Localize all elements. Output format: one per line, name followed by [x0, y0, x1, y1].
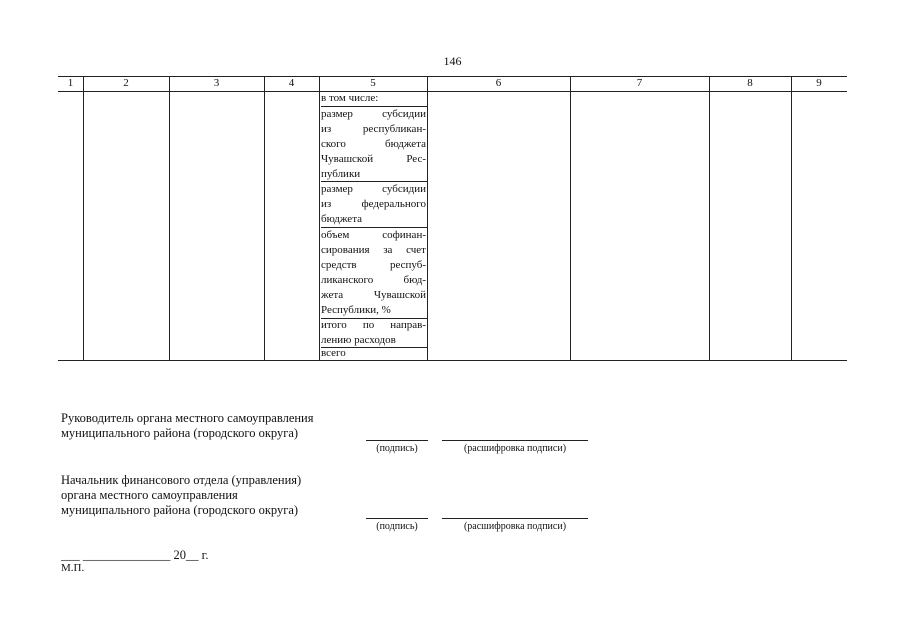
row-label-line: всего [321, 347, 346, 359]
stamp-place-label: М.П. [61, 562, 85, 574]
row-label-grand-total [321, 346, 426, 361]
signature-decode-line [442, 440, 588, 441]
column-header-2: 2 [123, 77, 129, 89]
column-header-7: 7 [636, 77, 643, 89]
signature-line [366, 440, 428, 441]
row-label-line: ского бюджета [321, 138, 426, 150]
row-label-line: из федерального [321, 198, 426, 210]
row-label-federal-subsidy [321, 182, 426, 227]
row-label-line: Республики, % [321, 304, 391, 316]
signature-decode-caption: (расшифровка подписи) [463, 443, 567, 454]
row-label-including [321, 91, 426, 106]
row-label-republic-subsidy [321, 107, 426, 182]
column-header-3: 3 [213, 77, 220, 89]
col-divider [791, 76, 792, 361]
column-header-5: 5 [370, 77, 376, 89]
signature-caption: (подпись) [376, 521, 418, 532]
table-bottom-border [58, 360, 847, 361]
row-label-line: в том числе: [321, 92, 379, 104]
column-header-6: 6 [495, 77, 502, 89]
row-label-direction-total [321, 318, 426, 348]
row-label-line: размер субсидии [321, 108, 426, 120]
row-label-line: объем софинан- [321, 229, 426, 241]
budget-table [58, 76, 847, 361]
table-header-separator [58, 91, 847, 92]
signatory-title-line: Руководитель органа местного самоуправления [61, 411, 314, 425]
signatory-2-title [61, 473, 301, 518]
column-header-8: 8 [747, 77, 753, 89]
row-label-line: средств респуб- [321, 259, 426, 271]
row-label-line: итого по направ- [321, 319, 426, 331]
col-divider [319, 76, 320, 361]
signature-caption: (подпись) [376, 443, 418, 454]
col-divider [709, 76, 710, 361]
col-divider [570, 76, 571, 361]
col-divider [83, 76, 84, 361]
signatory-title-line: муниципального района (городского округа) [61, 503, 299, 517]
signatory-1-title [61, 411, 314, 441]
row-label-cofinancing [321, 228, 426, 318]
row-label-line: из республикан- [321, 123, 426, 135]
row-label-line: Чувашской Рес- [321, 153, 426, 165]
column-header-1: 1 [67, 77, 74, 89]
row-label-line: размер субсидии [321, 183, 426, 195]
column-header-4: 4 [288, 77, 295, 89]
signatory-title-line: органа местного самоуправления [61, 488, 238, 502]
signature-decode-line [442, 518, 588, 519]
col-divider [264, 76, 265, 361]
signature-line [366, 518, 428, 519]
col-divider [169, 76, 170, 361]
row-label-line: сирования за счет [321, 244, 426, 256]
row-label-line: бюджета [321, 213, 363, 225]
column-header-9: 9 [816, 77, 822, 89]
row-label-line: публики [321, 168, 361, 180]
page-number: 146 [443, 54, 462, 68]
col-divider [427, 76, 428, 361]
signatory-title-line: Начальник финансового отдела (управления) [61, 473, 302, 487]
date-line: ___ ______________ 20__ г. [61, 548, 209, 562]
signatory-title-line: муниципального района (городского округа) [61, 426, 299, 440]
row-label-line: лению расходов [321, 334, 396, 346]
signature-decode-caption: (расшифровка подписи) [463, 521, 567, 532]
row-label-line: жета Чувашской [321, 289, 426, 301]
row-label-line: ликанского бюд- [321, 274, 426, 286]
